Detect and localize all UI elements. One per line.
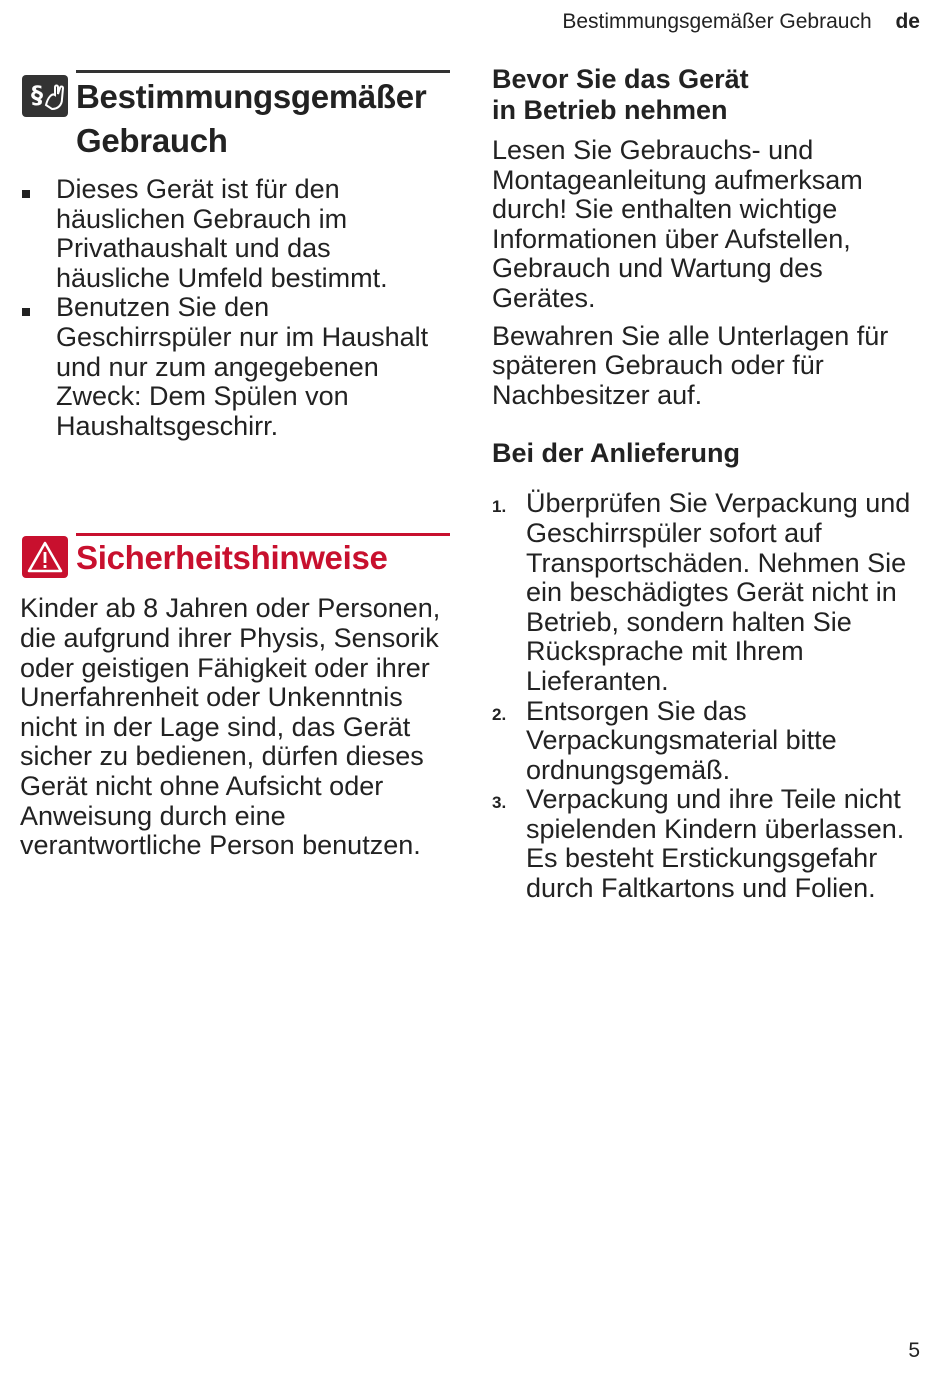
bullet-square-icon (22, 190, 30, 198)
safety-section-heading (76, 533, 450, 578)
step-text: Entsorgen Sie das Verpackungsmaterial bitte ordnungsgemäß. (526, 695, 837, 785)
language-code: de (895, 10, 920, 33)
list-item (20, 293, 450, 441)
before-use-paragraph-1: Lesen Sie Gebrauchs- und Montageanleitung aufmerksam durch! Sie enthalten wichtige Informationen über Aufstellen, Gebrauch und Wartung des Gerätes. (492, 135, 863, 313)
left-column (20, 70, 450, 861)
safety-title: Sicherheitshinweise (76, 539, 388, 577)
paragraph-hand-icon (22, 75, 68, 117)
page-number: 5 (908, 1339, 920, 1362)
warning-triangle-icon (22, 536, 68, 578)
step-text: Überprüfen Sie Verpackung und Geschirrspüler sofort auf Transportschäden. Nehmen Sie ein beschädigtes Gerät nicht in Betrieb, sondern halten Sie Rücksprache mit Ihrem Lieferanten. (526, 488, 911, 696)
intended-use-title-line2: Gebrauch (76, 122, 228, 159)
list-item (492, 785, 922, 903)
bullet-square-icon (22, 308, 30, 316)
before-use-paragraph-2: Bewahren Sie alle Unterlagen für späteren Gebrauch oder für Nachbesitzer auf. (492, 320, 889, 410)
svg-text:§: § (31, 81, 43, 109)
intended-use-list (20, 175, 450, 441)
list-item-text: Benutzen Sie den Geschirrspüler nur im Haushalt und nur zum angegebenen Zweck: Dem Spülen von Haushaltsgeschirr. (56, 292, 429, 441)
list-item-text: Dieses Gerät ist für den häuslichen Gebrauch im Privathaushalt und das häusliche Umfeld bestimmt. (56, 174, 388, 293)
delivery-title: Bei der Anlieferung (492, 438, 741, 469)
step-number: 2. (492, 704, 507, 724)
step-number: 1. (492, 497, 507, 517)
list-item (20, 175, 450, 293)
intended-use-title-line1: Bestimmungsgemäßer (76, 78, 427, 115)
delivery-steps (492, 489, 922, 903)
intended-use-section-heading (31, 70, 450, 161)
header-title: Bestimmungsgemäßer Gebrauch (562, 10, 872, 33)
right-column (492, 64, 922, 904)
before-use-title-line2: in Betrieb nehmen (492, 95, 728, 125)
before-use-title-line1: Bevor Sie das Gerät (492, 64, 749, 94)
page-header (562, 10, 920, 34)
safety-text: Kinder ab 8 Jahren oder Personen, die aufgrund ihrer Physis, Sensorik oder geistigen Fähigkeit oder ihrer Unerfahrenheit oder Unkenntnis nicht in der Lage sind, das Gerät sicher zu bedienen, dürfen dieses Gerät nicht ohne Aufsicht oder Anweisung durch eine verantwortliche Person benutzen. (20, 593, 441, 861)
step-number: 3. (492, 793, 507, 813)
list-item (492, 697, 922, 786)
list-item (492, 489, 922, 696)
step-text: Verpackung und ihre Teile nicht spielenden Kindern überlassen. Es besteht Erstickungsgefahr durch Faltkartons und Folien. (526, 784, 905, 904)
